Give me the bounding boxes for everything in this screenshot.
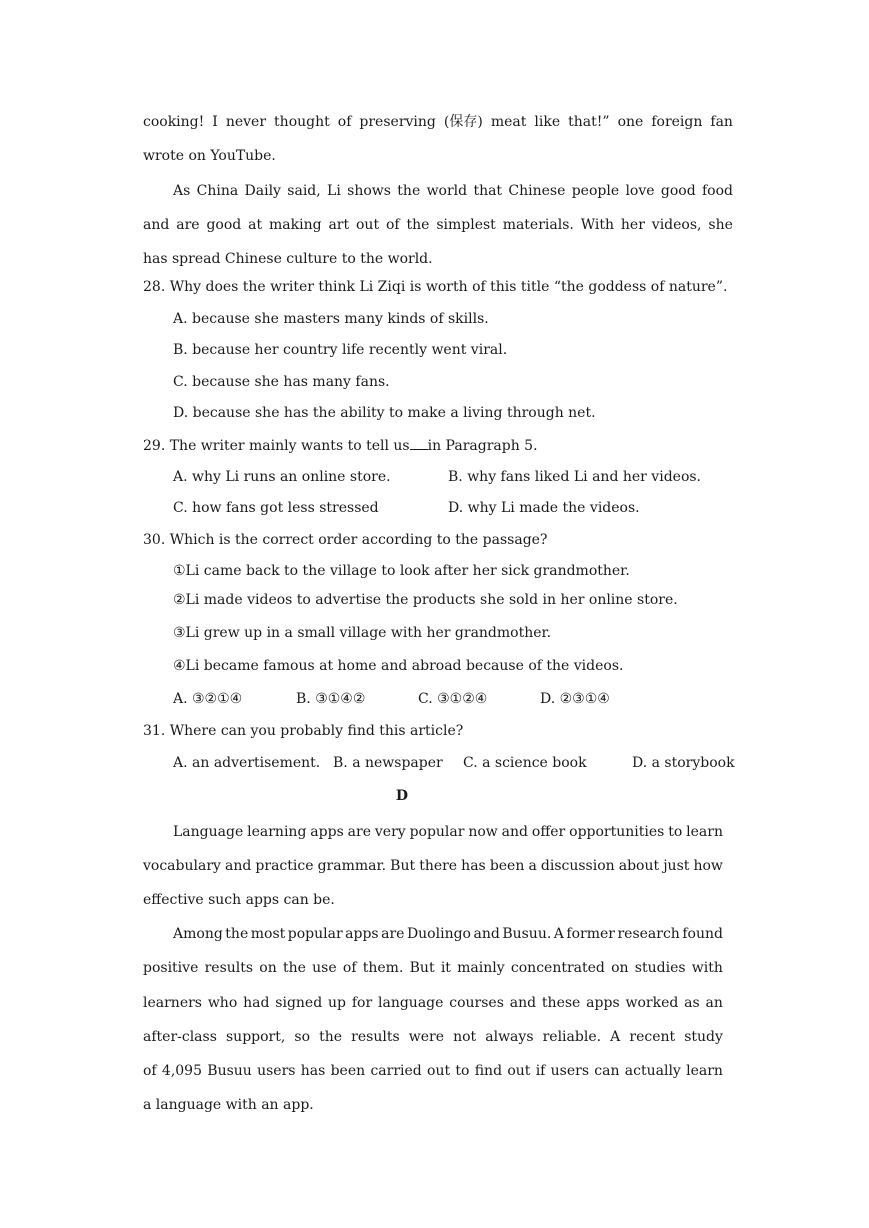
word: A <box>553 926 564 942</box>
word: and <box>501 824 528 840</box>
word: she <box>708 217 733 233</box>
word: out <box>356 217 380 233</box>
word: has <box>300 1063 326 1079</box>
word: for <box>351 995 373 1011</box>
word: people <box>571 183 620 199</box>
word: making <box>268 217 322 233</box>
word: China <box>196 183 239 199</box>
passage-c-line-1 <box>143 113 733 131</box>
passage-c-paragraph-line-2 <box>143 216 733 234</box>
word: the <box>282 960 306 976</box>
word: now <box>468 824 498 840</box>
word: language <box>378 995 444 1011</box>
word: Busuu <box>207 1063 252 1079</box>
word: were <box>408 1029 444 1045</box>
word: learners <box>143 995 202 1011</box>
word: support, <box>226 1029 286 1045</box>
word: the <box>319 1029 343 1045</box>
passage-d-p2-line-1 <box>173 925 723 943</box>
word: with <box>691 960 723 976</box>
word: As <box>173 183 191 199</box>
passage-d-p1-line-2 <box>143 857 723 875</box>
word: about <box>618 858 660 874</box>
question-30-statement-2: ②Li made videos to advertise the products she sold in her online store. <box>173 592 678 608</box>
word: popular <box>409 824 465 840</box>
word: are <box>381 926 405 942</box>
word: mainly <box>457 960 505 976</box>
passage-c-paragraph-line-3: has spread Chinese culture to the world. <box>143 251 433 267</box>
word: can <box>594 1063 620 1079</box>
question-28-option-b: B. because her country life recently went viral. <box>173 342 508 358</box>
word: and <box>143 217 170 233</box>
word: to <box>455 1063 470 1079</box>
question-30-statement-4: ④Li became famous at home and abroad because of the videos. <box>173 658 624 674</box>
word: that!” <box>568 114 610 130</box>
question-29-stem <box>143 436 538 455</box>
question-30-option-b: B. ③①④② <box>296 691 366 707</box>
word: offer <box>531 824 566 840</box>
word: foreign <box>651 114 703 130</box>
word: if <box>535 1063 546 1079</box>
word: and <box>473 926 500 942</box>
word: fan <box>710 114 733 130</box>
word: of <box>143 1063 157 1079</box>
word: who <box>207 995 238 1011</box>
word: 4,095 <box>161 1063 202 1079</box>
word: reliable. <box>542 1029 602 1045</box>
question-29-option-a: A. why Li runs an online store. <box>173 469 391 485</box>
word: A <box>610 1029 621 1045</box>
passage-d-p1-line-1 <box>173 823 723 841</box>
word: of <box>342 960 357 976</box>
word: (保存) <box>443 114 483 130</box>
word: Daily <box>244 183 281 199</box>
word: like <box>534 114 561 130</box>
word: it <box>440 960 451 976</box>
passage-d-p2-line-6: a language with an app. <box>143 1097 314 1113</box>
word: use <box>312 960 337 976</box>
word: a <box>528 858 537 874</box>
word: research <box>617 926 680 942</box>
word: after-class <box>143 1029 217 1045</box>
word: these <box>541 995 581 1011</box>
word: out <box>507 1063 531 1079</box>
word: most <box>250 926 286 942</box>
word: the <box>397 183 421 199</box>
word: been <box>489 858 525 874</box>
word: meat <box>490 114 527 130</box>
word: at <box>248 217 263 233</box>
word: users <box>550 1063 590 1079</box>
word: world <box>426 183 468 199</box>
passage-d-p1-line-3: effective such apps can be. <box>143 892 335 908</box>
question-28-stem: 28. Why does the writer think Li Ziqi is worth of this title “the goddess of nature”. <box>143 279 728 295</box>
word: Among <box>173 926 223 942</box>
word: vocabulary <box>143 858 221 874</box>
word: preserving <box>359 114 436 130</box>
word: opportunities <box>569 824 665 840</box>
passage-d-heading: D <box>395 788 409 804</box>
word: positive <box>143 960 199 976</box>
word: the <box>225 926 249 942</box>
word: actually <box>624 1063 681 1079</box>
question-28-option-a: A. because she masters many kinds of skills. <box>173 311 489 327</box>
word: good <box>206 217 242 233</box>
word: very <box>374 824 406 840</box>
word: one <box>617 114 644 130</box>
word: and <box>509 995 537 1011</box>
question-30-stem: 30. Which is the correct order according to the passage? <box>143 532 548 548</box>
passage-c-line-2: wrote on YouTube. <box>143 148 276 164</box>
word: said, <box>287 183 321 199</box>
word: find <box>474 1063 503 1079</box>
question-30-statement-1: ①Li came back to the village to look after her sick grandmother. <box>173 563 630 579</box>
word: grammar. <box>317 858 387 874</box>
word: worked <box>625 995 679 1011</box>
answer-blank <box>410 436 428 450</box>
word: Chinese <box>508 183 566 199</box>
word: With <box>580 217 615 233</box>
word: of <box>337 114 352 130</box>
question-31-option-c: C. a science book <box>463 755 587 771</box>
word: are <box>347 824 371 840</box>
word: popular <box>287 926 343 942</box>
word: Busuu. <box>502 926 552 942</box>
question-30-option-a: A. ③②①④ <box>173 691 243 707</box>
word: on <box>611 960 629 976</box>
word: signed <box>275 995 323 1011</box>
word: thought <box>274 114 330 130</box>
word: apps <box>310 824 344 840</box>
word: that <box>473 183 503 199</box>
question-28-option-c: C. because she has many fans. <box>173 374 390 390</box>
question-28-option-d: D. because she has the ability to make a living through net. <box>173 405 596 421</box>
word: videos, <box>651 217 702 233</box>
word: But <box>409 960 435 976</box>
word: practice <box>255 858 314 874</box>
word: on <box>259 960 277 976</box>
question-29-stem-end: in Paragraph 5. <box>427 438 538 454</box>
word: courses <box>449 995 504 1011</box>
word: results <box>204 960 254 976</box>
word: out <box>427 1063 451 1079</box>
word: not <box>453 1029 477 1045</box>
word: learn <box>686 1063 723 1079</box>
word: apps <box>586 995 620 1011</box>
question-30-statement-3: ③Li grew up in a small village with her grandmother. <box>173 625 552 641</box>
word: the <box>406 217 430 233</box>
word: apps <box>345 926 379 942</box>
word: has <box>461 858 486 874</box>
word: studies <box>634 960 686 976</box>
question-30-option-c: C. ③①②④ <box>418 691 488 707</box>
word: But <box>390 858 416 874</box>
word: good <box>660 183 696 199</box>
word: cooking! <box>143 114 205 130</box>
word: shows <box>347 183 391 199</box>
word: learn <box>686 824 723 840</box>
question-29-option-b: B. why fans liked Li and her videos. <box>448 469 702 485</box>
question-31-option-a: A. an advertisement. <box>173 755 321 771</box>
word: Language <box>173 824 244 840</box>
word: food <box>701 183 733 199</box>
passage-d-p2-line-4 <box>143 1028 723 1046</box>
word: Duolingo <box>406 926 471 942</box>
word: learning <box>247 824 307 840</box>
word: and <box>225 858 252 874</box>
passage-d-p2-line-2 <box>143 959 723 977</box>
word: concentrated <box>510 960 605 976</box>
word: art <box>328 217 350 233</box>
word: found <box>682 926 723 942</box>
question-31-option-b: B. a newspaper <box>333 755 443 771</box>
word: them. <box>362 960 404 976</box>
passage-d-p2-line-3 <box>143 994 723 1012</box>
word: simplest <box>436 217 496 233</box>
word: had <box>243 995 270 1011</box>
word: recent <box>629 1029 676 1045</box>
word: results <box>351 1029 400 1045</box>
word: to <box>668 824 683 840</box>
word: of <box>385 217 400 233</box>
word: an <box>705 995 723 1011</box>
word: love <box>625 183 655 199</box>
question-29-stem-start: 29. The writer mainly wants to tell us <box>143 438 410 454</box>
word: been <box>330 1063 366 1079</box>
word: Li <box>327 183 341 199</box>
word: former <box>566 926 615 942</box>
word: her <box>620 217 645 233</box>
word: just <box>663 858 690 874</box>
question-29-option-d: D. why Li made the videos. <box>448 500 640 516</box>
word: so <box>294 1029 311 1045</box>
word: how <box>693 858 723 874</box>
word: I <box>212 114 218 130</box>
word: always <box>485 1029 534 1045</box>
word: study <box>684 1029 723 1045</box>
word: never <box>225 114 267 130</box>
passage-d-p2-line-5 <box>143 1062 723 1080</box>
passage-c-paragraph-line-1 <box>173 182 733 200</box>
question-29-option-c: C. how fans got less stressed <box>173 500 379 516</box>
word: users <box>257 1063 296 1079</box>
question-31-stem: 31. Where can you probably find this article? <box>143 723 464 739</box>
word: as <box>684 995 700 1011</box>
word: materials. <box>502 217 574 233</box>
question-31-option-d: D. a storybook <box>632 755 735 771</box>
question-30-option-d: D. ②③①④ <box>540 691 610 707</box>
word: discussion <box>540 858 615 874</box>
word: up <box>328 995 346 1011</box>
word: carried <box>370 1063 422 1079</box>
word: there <box>419 858 458 874</box>
word: are <box>176 217 200 233</box>
